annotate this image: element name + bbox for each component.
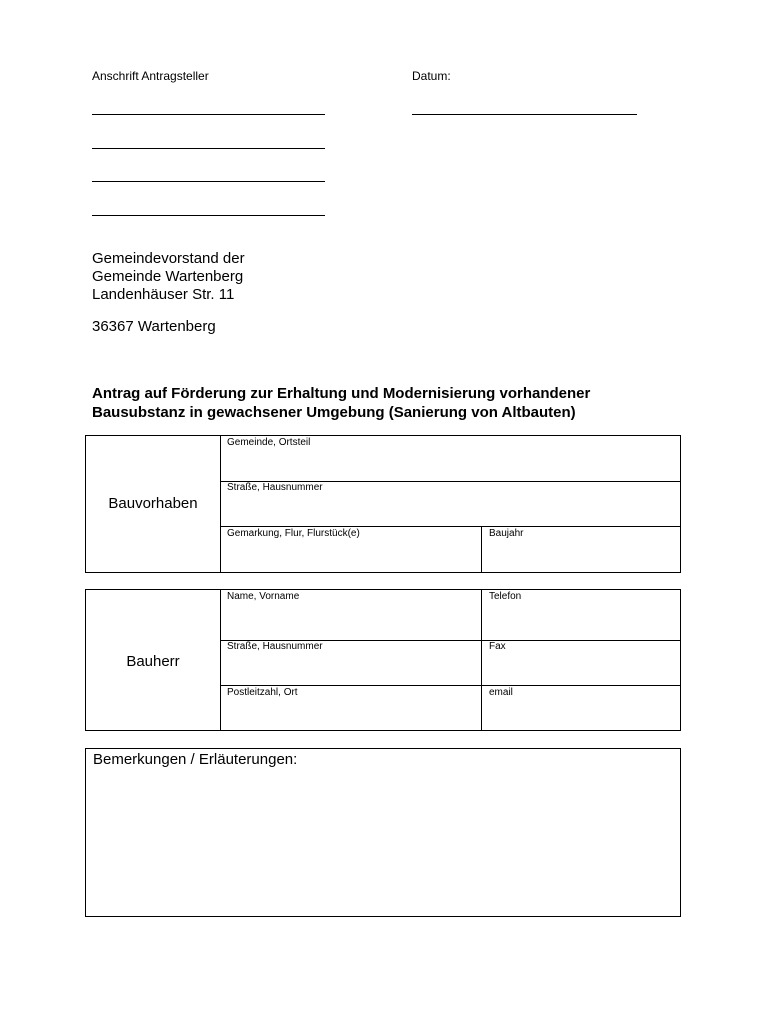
owner-street-field[interactable]: [221, 641, 481, 685]
applicant-address-label: Anschrift Antragsteller: [92, 69, 209, 83]
email-field[interactable]: [482, 686, 680, 730]
applicant-address-line-1[interactable]: [92, 114, 325, 115]
date-label: Datum:: [412, 69, 451, 83]
project-table: [85, 435, 681, 573]
recipient-line-4: 36367 Wartenberg: [92, 318, 216, 335]
email-field-label: email: [489, 687, 513, 698]
applicant-address-line-4[interactable]: [92, 215, 325, 216]
owner-table: [85, 589, 681, 731]
name-field[interactable]: [221, 590, 481, 640]
name-field-label: Name, Vorname: [227, 591, 300, 602]
recipient-address: [92, 250, 245, 304]
project-street-field-label: Straße, Hausnummer: [227, 482, 323, 493]
remarks-box[interactable]: [85, 748, 681, 917]
recipient-line-2: Gemeinde Wartenberg: [92, 268, 244, 285]
municipality-field[interactable]: [221, 436, 680, 481]
project-street-field[interactable]: [221, 482, 680, 526]
remarks-label: Bemerkungen / Erläuterungen:: [93, 751, 298, 768]
applicant-address-line-3[interactable]: [92, 181, 325, 182]
postal-field[interactable]: [221, 686, 481, 730]
title-line-2: Bausubstanz in gewachsener Umgebung (Sanierung von Altbauten): [92, 404, 576, 421]
year-built-field[interactable]: [482, 527, 680, 572]
parcel-field-label: Gemarkung, Flur, Flurstück(e): [227, 528, 360, 539]
document-title: [92, 384, 590, 422]
phone-field[interactable]: [482, 590, 680, 640]
owner-street-field-label: Straße, Hausnummer: [227, 641, 323, 652]
fax-field-label: Fax: [489, 641, 506, 652]
phone-field-label: Telefon: [489, 591, 522, 602]
owner-section-label: Bauherr: [126, 653, 180, 670]
year-built-field-label: Baujahr: [489, 528, 524, 539]
fax-field[interactable]: [482, 641, 680, 685]
title-line-1: Antrag auf Förderung zur Erhaltung und Modernisierung vorhandener: [92, 385, 591, 402]
postal-field-label: Postleitzahl, Ort: [227, 687, 298, 698]
date-line[interactable]: [412, 114, 637, 115]
project-section-label: Bauvorhaben: [108, 495, 198, 512]
municipality-field-label: Gemeinde, Ortsteil: [227, 437, 311, 448]
recipient-line-1: Gemeindevorstand der: [92, 250, 245, 267]
parcel-field[interactable]: [221, 527, 481, 572]
recipient-line-3: Landenhäuser Str. 11: [92, 286, 235, 303]
applicant-address-line-2[interactable]: [92, 148, 325, 149]
